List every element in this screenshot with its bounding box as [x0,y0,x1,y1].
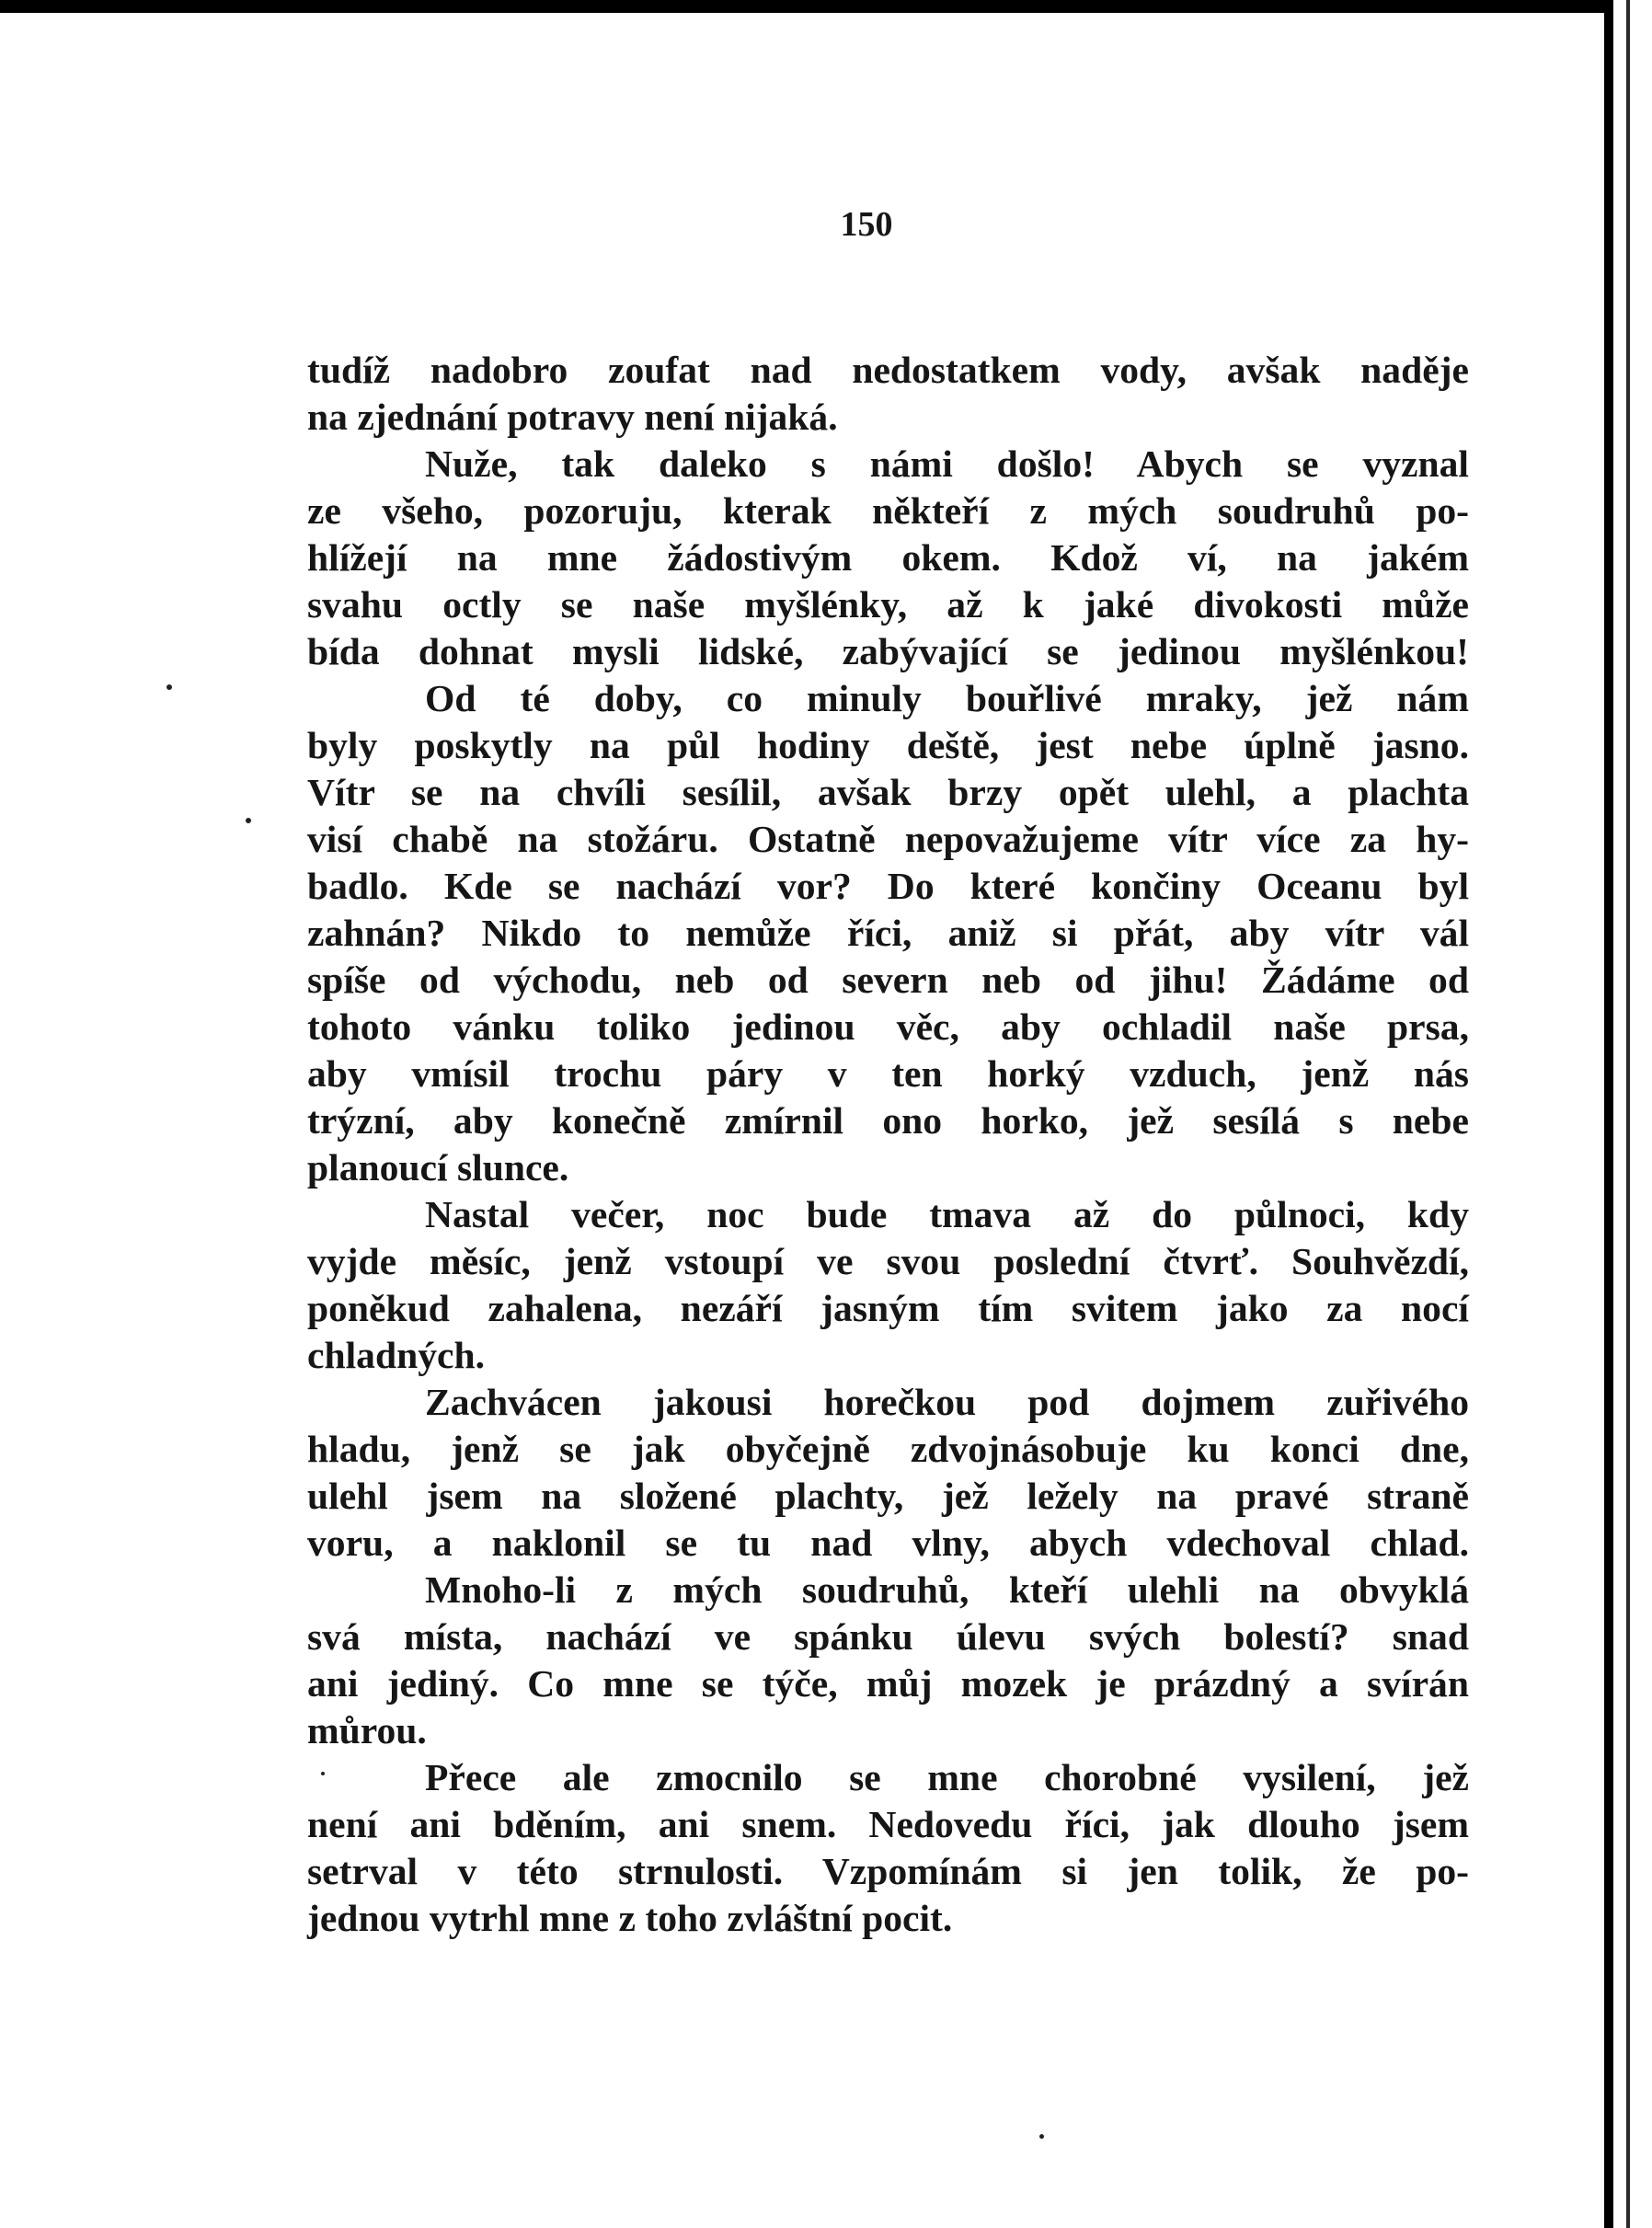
text-line: spíše od východu, neb od severn neb od jihu! Žádáme od [307,959,1469,1001]
speck-mark [321,1772,325,1775]
text-line: voru, a naklonil se tu nad vlny, abych vdechoval chlad. [307,1522,1469,1564]
text-line: tudíž nadobro zoufat nad nedostatkem vody, avšak naděje [307,349,1469,391]
text-line: badlo. Kde se nachází vor? Do které končiny Oceanu byl [307,865,1469,907]
scan-top-border [0,0,1652,13]
speck-mark [1039,2134,1044,2139]
text-line: Nastal večer, noc bude tmava až do půlnoci, kdy [425,1193,1469,1235]
text-line: můrou. [307,1709,427,1751]
text-line: ulehl jsem na složené plachty, jež ležely na pravé straně [307,1475,1469,1517]
page-right-edge [1604,0,1652,2228]
text-line: ani jediný. Co mne se týče, můj mozek je prázdný a svírán [307,1662,1469,1705]
text-line: trýzní, aby konečně zmírnil ono horko, jež sesílá s nebe [307,1099,1469,1142]
scan-right-border-inner [1626,0,1630,2228]
text-line: Vítr se na chvíli sesílil, avšak brzy opět ulehl, a plachta [307,771,1469,813]
text-line: na zjednání potravy není nijaká. [307,396,838,438]
text-line: svá místa, nachází ve spánku úlevu svých bolestí? snad [307,1615,1469,1658]
text-line: hlížejí na mne žádostivým okem. Kdož ví, na jakém [307,536,1469,579]
speck-mark [166,684,172,690]
page-number: 150 [840,205,893,244]
text-line: poněkud zahalena, nezáří jasným tím svitem jako za nocí [307,1287,1469,1329]
text-line: chladných. [307,1334,486,1376]
text-line: planoucí slunce. [307,1146,569,1189]
text-line: Nuže, tak daleko s námi došlo! Abych se vyznal [425,442,1469,485]
text-line: ze všeho, pozoruju, kterak někteří z mých soudruhů po- [307,489,1469,532]
text-line: setrval v této strnulosti. Vzpomínám si jen tolik, že po- [307,1850,1469,1892]
text-line: Přece ale zmocnilo se mne chorobné vysilení, jež [425,1756,1469,1798]
text-line: byly poskytly na půl hodiny deště, jest nebe úplně jasno. [307,724,1469,766]
text-line: Mnoho-li z mých soudruhů, kteří ulehli na obvyklá [425,1568,1469,1611]
body-text [307,347,1469,1942]
speck-mark [246,818,251,823]
text-line: Od té doby, co minuly bouřlivé mraky, jež nám [425,677,1469,719]
text-line: Zachvácen jakousi horečkou pod dojmem zuřivého [425,1381,1469,1423]
text-line: aby vmísil trochu páry v ten horký vzduch, jenž nás [307,1052,1469,1095]
text-line: jednou vytrhl mne z toho zvláštní pocit. [307,1897,953,1939]
text-line: vyjde měsíc, jenž vstoupí ve svou poslední čtvrť. Souhvězdí, [307,1240,1469,1282]
text-line: svahu octly se naše myšlénky, až k jaké divokosti může [307,583,1469,626]
text-line: není ani bděním, ani snem. Nedovedu říci, jak dlouho jsem [307,1803,1469,1845]
text-line: visí chabě na stožáru. Ostatně nepovažujeme vítr více za hy- [307,818,1469,860]
text-line: tohoto vánku toliko jedinou věc, aby ochladil naše prsa, [307,1005,1469,1048]
text-line: hladu, jenž se jak obyčejně zdvojnásobuje ku konci dne, [307,1428,1469,1470]
scan-right-border [1604,0,1613,2228]
text-line: bída dohnat mysli lidské, zabývající se jedinou myšlénkou! [307,630,1469,672]
text-line: zahnán? Nikdo to nemůže říci, aniž si přát, aby vítr vál [307,912,1469,954]
